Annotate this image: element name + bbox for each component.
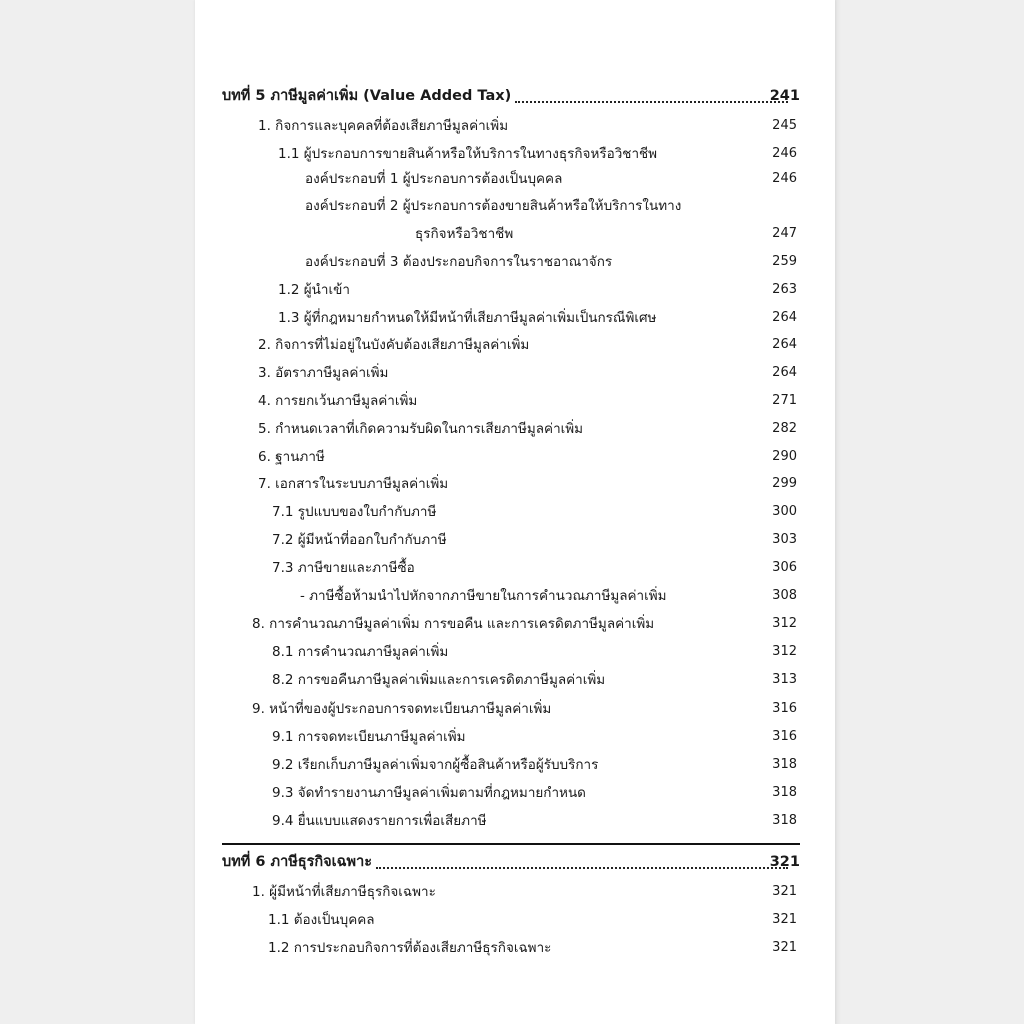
dot-leader xyxy=(515,84,788,103)
toc-entry xyxy=(258,389,797,413)
toc-label: องค์ประกอบที่ 2 ผู้ประกอบการต้องขายสินค้าหรือให้บริการในทาง xyxy=(305,198,682,214)
toc-page-number: 299 xyxy=(772,476,797,491)
toc-label: 1.3 ผู้ที่กฎหมายกำหนดให้มีหน้าที่เสียภาษีมูลค่าเพิ่มเป็นกรณีพิเศษ xyxy=(278,310,657,326)
toc-entry xyxy=(305,167,797,191)
toc-page-number: 318 xyxy=(772,785,797,800)
toc-page-number: 313 xyxy=(772,672,797,687)
toc-page-number: 264 xyxy=(772,310,797,325)
toc-entry xyxy=(272,668,797,692)
toc-entry xyxy=(268,908,797,932)
toc-page-number: 321 xyxy=(772,940,797,955)
toc-label: 9.1 การจดทะเบียนภาษีมูลค่าเพิ่ม xyxy=(272,729,466,745)
toc-entry xyxy=(272,809,797,833)
toc-label: บทที่ 5 ภาษีมูลค่าเพิ่ม (Value Added Tax) xyxy=(222,88,512,104)
toc-label: 3. อัตราภาษีมูลค่าเพิ่ม xyxy=(258,365,389,381)
toc-label: 2. กิจการที่ไม่อยู่ในบังคับต้องเสียภาษีมูลค่าเพิ่ม xyxy=(258,337,530,353)
toc-entry xyxy=(252,880,797,904)
toc-entry xyxy=(272,556,797,580)
toc-page-number: 246 xyxy=(772,146,797,161)
toc-label: 6. ฐานภาษี xyxy=(258,449,325,465)
toc-label: บทที่ 6 ภาษีธุรกิจเฉพาะ xyxy=(222,854,372,870)
toc-entry xyxy=(272,753,797,777)
toc-chapter-5 xyxy=(222,84,800,108)
section-divider xyxy=(222,843,800,845)
toc-label: 1.1 ผู้ประกอบการขายสินค้าหรือให้บริการในทางธุรกิจหรือวิชาชีพ xyxy=(278,146,658,162)
toc-label: องค์ประกอบที่ 1 ผู้ประกอบการต้องเป็นบุคคล xyxy=(305,171,563,187)
toc-entry xyxy=(272,500,797,524)
toc-entry xyxy=(272,725,797,749)
toc-entry xyxy=(305,250,797,274)
toc-label: 9.3 จัดทำรายงานภาษีมูลค่าเพิ่มตามที่กฎหมายกำหนด xyxy=(272,785,586,801)
toc-entry xyxy=(415,222,797,246)
toc-entry xyxy=(278,278,797,302)
toc-label: 1. ผู้มีหน้าที่เสียภาษีธุรกิจเฉพาะ xyxy=(252,884,436,900)
toc-page-number: 259 xyxy=(772,254,797,269)
toc-page-number: 282 xyxy=(772,421,797,436)
toc-page-number: 246 xyxy=(772,171,797,186)
toc-entry xyxy=(268,936,797,960)
toc-label: 7. เอกสารในระบบภาษีมูลค่าเพิ่ม xyxy=(258,476,449,492)
toc-entry xyxy=(258,361,797,385)
toc-label: 1. กิจการและบุคคลที่ต้องเสียภาษีมูลค่าเพิ่ม xyxy=(258,118,509,134)
toc-label: 8.2 การขอคืนภาษีมูลค่าเพิ่มและการเครดิตภาษีมูลค่าเพิ่ม xyxy=(272,672,606,688)
toc-label: 7.3 ภาษีขายและภาษีซื้อ xyxy=(272,560,415,576)
toc-entry xyxy=(305,194,797,218)
toc-label: 9. หน้าที่ของผู้ประกอบการจดทะเบียนภาษีมูลค่าเพิ่ม xyxy=(252,701,552,717)
toc-page-number: 312 xyxy=(772,644,797,659)
toc-page-number: 300 xyxy=(772,504,797,519)
toc-label: 4. การยกเว้นภาษีมูลค่าเพิ่ม xyxy=(258,393,418,409)
toc-page-number: 316 xyxy=(772,729,797,744)
toc-label: - ภาษีซื้อห้ามนำไปหักจากภาษีขายในการคำนวณภาษีมูลค่าเพิ่ม xyxy=(300,588,667,604)
toc-page-number: 245 xyxy=(772,118,797,133)
toc-page-number: 263 xyxy=(772,282,797,297)
toc-entry xyxy=(258,333,797,357)
toc-entry xyxy=(272,781,797,805)
toc-page-number: 264 xyxy=(772,365,797,380)
toc-page-number: 271 xyxy=(772,393,797,408)
toc-page-number: 312 xyxy=(772,616,797,631)
toc-page-number: 321 xyxy=(769,854,800,870)
toc-page-number: 321 xyxy=(772,884,797,899)
toc-page-number: 290 xyxy=(772,449,797,464)
toc-entry xyxy=(258,114,797,138)
toc-entry xyxy=(252,612,797,636)
toc-page-number: 318 xyxy=(772,813,797,828)
toc-page-number: 308 xyxy=(772,588,797,603)
toc-label: 9.2 เรียกเก็บภาษีมูลค่าเพิ่มจากผู้ซื้อสินค้าหรือผู้รับบริการ xyxy=(272,757,599,773)
toc-page-number: 316 xyxy=(772,701,797,716)
toc-chapter-6 xyxy=(222,850,800,874)
toc-entry xyxy=(272,528,797,552)
toc-label: 1.1 ต้องเป็นบุคคล xyxy=(268,912,375,928)
toc-label: 5. กำหนดเวลาที่เกิดความรับผิดในการเสียภาษีมูลค่าเพิ่ม xyxy=(258,421,584,437)
toc-page-number: 306 xyxy=(772,560,797,575)
toc-label: 1.2 ผู้นำเข้า xyxy=(278,282,350,298)
toc-page-number: 303 xyxy=(772,532,797,547)
toc-label: 1.2 การประกอบกิจการที่ต้องเสียภาษีธุรกิจเฉพาะ xyxy=(268,940,552,956)
toc-label: 8.1 การคำนวณภาษีมูลค่าเพิ่ม xyxy=(272,644,449,660)
toc-page-number: 247 xyxy=(772,226,797,241)
toc-entry xyxy=(278,306,797,330)
toc-entry xyxy=(278,142,797,166)
toc-page-number: 321 xyxy=(772,912,797,927)
toc-page-number: 241 xyxy=(769,88,800,104)
toc-entry xyxy=(258,417,797,441)
toc-label: 7.1 รูปแบบของใบกำกับภาษี xyxy=(272,504,437,520)
toc-entry xyxy=(258,445,797,469)
toc-entry xyxy=(300,584,797,608)
toc-label: 7.2 ผู้มีหน้าที่ออกใบกำกับภาษี xyxy=(272,532,447,548)
toc-entry xyxy=(252,697,797,721)
toc-label: 9.4 ยื่นแบบแสดงรายการเพื่อเสียภาษี xyxy=(272,813,487,829)
toc-entry xyxy=(258,472,797,496)
toc-label: องค์ประกอบที่ 3 ต้องประกอบกิจการในราชอาณาจักร xyxy=(305,254,613,270)
toc-page-number: 264 xyxy=(772,337,797,352)
toc-label: 8. การคำนวณภาษีมูลค่าเพิ่ม การขอคืน และการเครดิตภาษีมูลค่าเพิ่ม xyxy=(252,616,655,632)
toc-page-number: 318 xyxy=(772,757,797,772)
dot-leader xyxy=(376,850,788,869)
toc-entry xyxy=(272,640,797,664)
toc-label: ธุรกิจหรือวิชาชีพ xyxy=(415,226,514,242)
